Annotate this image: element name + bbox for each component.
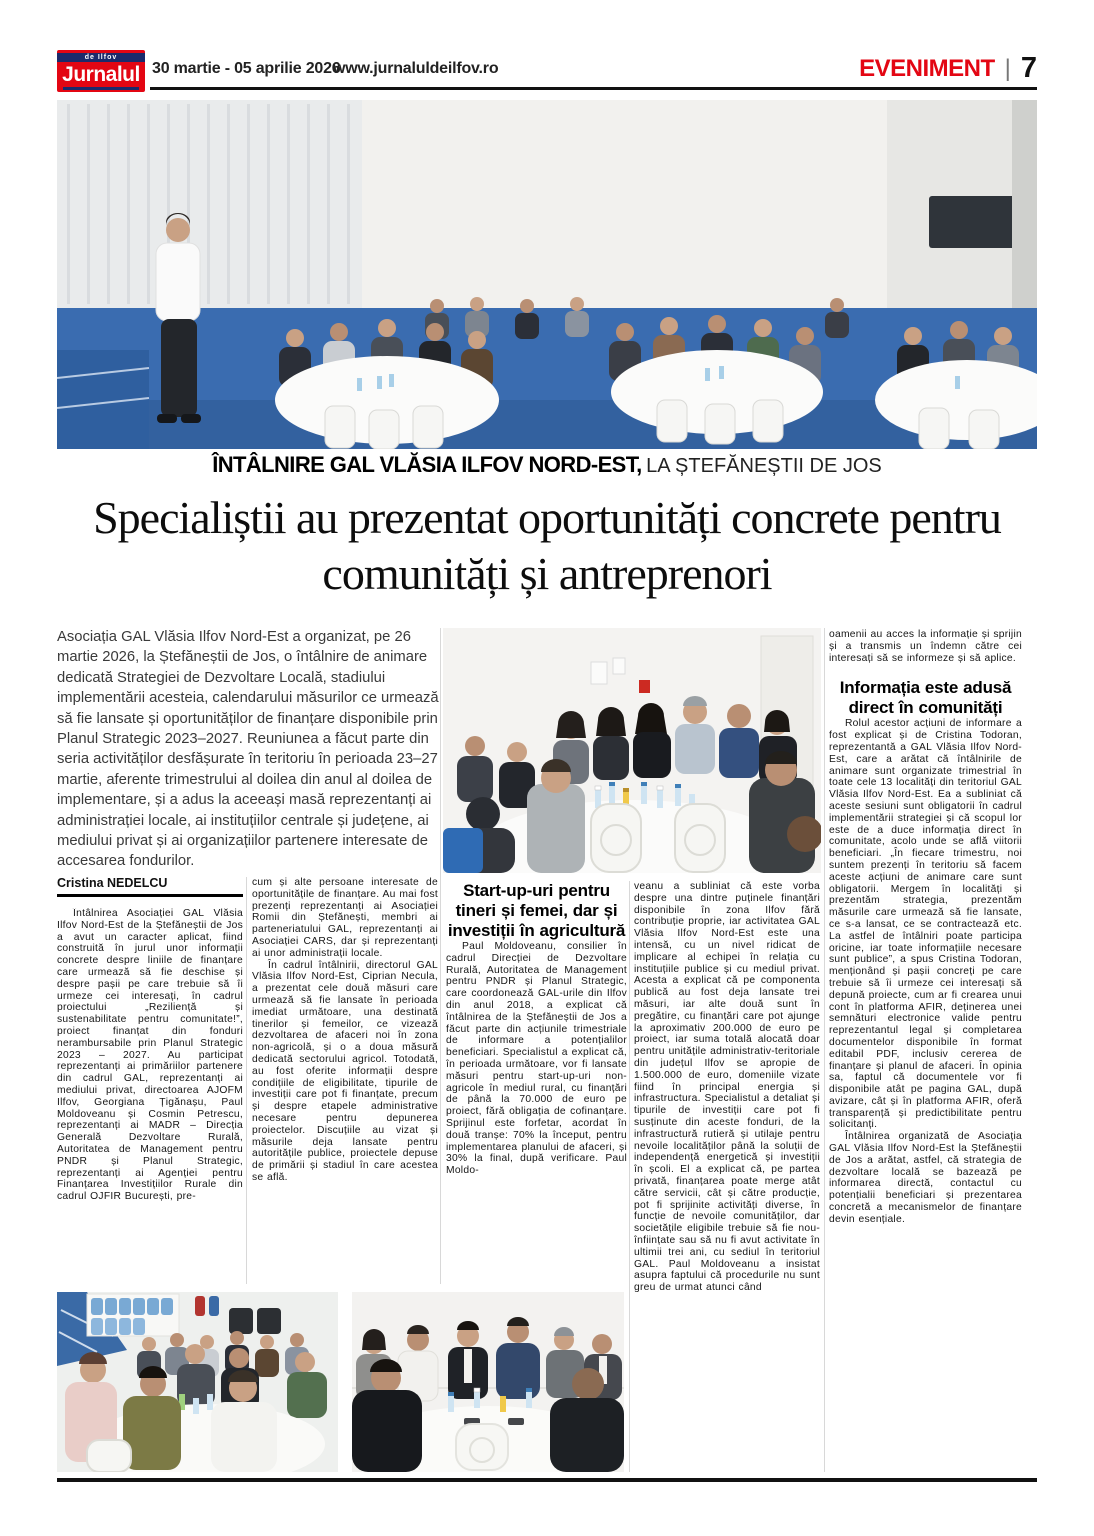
photo-round-table-discussion: [443, 628, 821, 873]
article-column-4: [634, 881, 820, 1473]
article-headline: Specialiștii au prezentat oportunități concrete pentru comunități și antreprenori: [93, 492, 1001, 599]
kicker-main: ÎNTÂLNIRE GAL VLĂSIA ILFOV NORD-EST,: [212, 452, 642, 477]
subheading-startups: Start-up-uri pentru tineri și femei, dar și investiții în agricultură: [447, 881, 626, 940]
photo-audience-tables-right: [352, 1292, 624, 1472]
logo-subtitle: de Ilfov: [57, 53, 145, 62]
logo-underline: [63, 87, 139, 90]
column-rule: [824, 628, 825, 1472]
kicker: [57, 452, 1037, 478]
column-rule: [440, 628, 441, 1284]
paragraph: cum și alte persoane interesate de oportunitățile de finanțare. Au mai fost prezenți reprezentanți ai Asociației Romii din Ștefănești, membri ai parteneriatului GAL, reprezentanți ai Asociației CARS, dar și reprezentanți ai unor administrații locale.: [252, 877, 438, 959]
paragraph: Rolul acestor acțiuni de informare a fost explicat și de Cristina Todoran, reprezentantă a GAL Vlăsia Ilfov Nord-Est, care a arătat că întâlnirile de animare sunt organizate trimestrial în toate cele 13 localități din teritoriul GAL Vlăsia Ilfov Nord-Est. Ea a subliniat că aceste sesiuni sunt obligatorii în cadrul implementării strategiei și că scopul lor este de a duce informația direct în comunitate, acolo unde se află viitorii beneficiari. „În fiecare trimestru, noi suntem prezenți în teritoriu să facem aceste acțiuni de animare care sunt obligatorii. Mergem în localități și prezentăm strategia, prezentăm măsurile care urmează să fie lansate, ce s-a lansat, ce se contractează etc. La astfel de întâlniri poate participa oricine, iar toate informațiile necesare sunt publice”, a spus Cristina Todoran, menționând și pașii concreți pe care trebuie să îi urmeze cei interesați să depună proiecte, cum ar fi crearea unui cont în platforma AFIR, deținerea unei semnături electronice valide pentru reprezentantul legal și completarea documentelor disponibile în format editabil PDF, inclusiv cererea de finanțare și planul de afaceri. În opinia sa, faptul că documentele vor fi disponibile atât pe pagina GAL, după avizare, cât și în platforma AFIR, oferă transparență și predictibilitate pentru solicitanți.: [829, 718, 1022, 1131]
header-rule: [150, 87, 1037, 90]
paragraph: În cadrul întâlnirii, directorul GAL Vlăsia Ilfov Nord-Est, Ciprian Necula, a prezentat cele două măsuri care urmează să fie lansate în perioada imediat următoare, una destinată tinerilor și femeilor, ce vizează dezvoltarea de afaceri noi în zona non-agricolă, și o a doua măsură dedicată sectorului agricol. Totodată, au fost oferite informații despre condițiile de eligibilitate, tipurile de investiții care pot fi finanțate, precum și despre etapele administrative necesare pentru depunerea proiectelor. Discuțiile au vizat și măsurile deja lansate pentru autoritățile publice, proiectele depuse de primării și stadiul în care acestea se află.: [252, 959, 438, 1183]
paragraph: veanu a subliniat că este vorba despre una dintre puținele finanțări disponibile în zona Ilfov fără contribuție proprie, iar activitatea GAL Vlăsia Ilfov Nord-Est este una intensă, cu un nivel ridicat de implicare al echipei în relația cu instituțiile publice și cu mediul privat. Acesta a explicat că pe componenta publică au fost deja lansate trei măsuri, iar alte două sunt în pregătire, cu finanțări care pot ajunge la aproximativ 200.000 de euro pe proiect, iar suma totală alocată doar pentru unitățile administrativ-teritoriale din județul Ilfov se apropie de 1.500.000 de euro, domeniile vizate fiind în principal energia și infrastructura. Specialistul a detaliat și tipurile de investiții care pot fi susținute din aceste fonduri, de la infrastructură rutieră și utilaje pentru nevoile localităților până la soluții de independență energetică și investiții în școli. El a explicat că, pe partea privată, finanțarea poate merge atât către servicii, cât și către producție, pot fi sprijinite activități diverse, în funcție de nevoile comunităților, dar societățile eligibile trebuie să fie nou-înființate sau să nu fi avut activitate în ultimii trei ani, cu sediul în teritoriul GAL. Paul Moldoveanu a insistat asupra faptului că procedurile nu sunt greu de urmat atunci când: [634, 881, 820, 1294]
photo-audience-tables-left: [57, 1292, 338, 1472]
photo-conference-room: [57, 100, 1037, 449]
byline: Cristina NEDELCU: [57, 876, 243, 897]
page-number: 7: [1020, 52, 1037, 84]
paragraph: oamenii au acces la informație și sprijin și a transmis un îndemn către cei interesați să se informeze și să aplice.: [829, 629, 1022, 664]
bottom-rule: [57, 1478, 1037, 1482]
website-url: www.jurnaluldeilfov.ro: [333, 60, 499, 77]
article-column-1: [57, 908, 243, 1288]
newspaper-logo: [57, 50, 145, 92]
column-rule: [246, 877, 247, 1284]
paragraph: Paul Moldoveanu, consilier în cadrul Direcției de Dezvoltare Rurală, Autoritatea de Management pentru PNDR și Planul Strategic, care coordonează GAL-urile din Ilfov din anul 2018, a explicat că întâlnirea de la Ștefăneștii de Jos a făcut parte din acțiunile trimestriale de informare a potențialilor beneficiari. Specialistul a explicat că, în perioada următoare, vor fi lansate măsuri pentru start-up-uri non-agricole în mediul rural, cu finanțări de până la 70.000 de euro pe proiect, fără obligația de cofinanțare. Sprijinul este forfetar, acordat în două tranșe: 70% la început, pentru implementarea planului de afaceri, și 30% la final, după verificare. Paul Moldo-: [446, 941, 627, 1177]
header-right: [859, 52, 1037, 85]
paragraph: Întâlnirea organizată de Asociația GAL Vlăsia Ilfov Nord-Est la Ștefăneștii de Jos a arătat, astfel, că strategia de dezvoltare locală se bazează pe informarea directă, contactul cu potențialii beneficiari și prezentarea concretă a mecanismelor de finanțare devin esențiale.: [829, 1131, 1022, 1225]
section-label: EVENIMENT: [859, 54, 995, 82]
article-column-2: [252, 877, 438, 1287]
issue-date-range: 30 martie - 05 aprilie 2026: [152, 60, 341, 77]
kicker-location: LA ȘTEFĂNEȘTII DE JOS: [646, 455, 882, 477]
article-column-3: [446, 881, 627, 1287]
article-column-5: [829, 629, 1022, 1473]
lead-paragraph: Asociația GAL Vlăsia Ilfov Nord-Est a organizat, pe 26 martie 2026, la Ștefăneștii de Jos, o întâlnire de animare dedicată Strategiei de Dezvoltare Locală, stadiului implementării acesteia, calendarului măsurilor ce urmează să fie lansate și oportunităților de finanțare disponibile prin Planul Strategic 2023–2027. Reuniunea a făcut parte din seria activităților desfășurate în teritoriu în perioada 23–27 martie, aferente trimestrului al doilea din anul al doilea de implementare, și a adus la aceeași masă reprezentanți ai administrației locale, ai instituțiilor centrale și județene, ai mediului privat și ai organizațiilor partenere interesate de accesarea fondurilor.: [57, 629, 439, 870]
subheading-information: Informația este adusă direct în comunități: [839, 678, 1012, 718]
logo-title: Jurnalul: [62, 62, 140, 86]
paragraph: Întâlnirea Asociației GAL Vlăsia Ilfov Nord-Est de la Ștefăneștii de Jos a avut un caracter aplicat, fiind construită în jurul unor informații concrete despre liniile de finanțare care urmează să fie deschise și despre pașii pe care trebuie să îi urmeze cei interesați, în cadrul proiectului „Reziliență și sustenabilitate pentru comunitate!”, proiect finanțat din fonduri nerambursabile prin Planul Strategic 2023 – 2027. Au participat reprezentanți ai primăriilor partenere din cadrul GAL, reprezentanți ai mediului privat, directoarea AJOFM Ilfov, Georgiana Țigănașu, Paul Moldoveanu și Cosmin Petrescu, reprezentanți ai MADR – Direcția Generală Dezvoltare Rurală, Autoritatea de Management pentru PNDR și Planul Strategic, reprezentanți ai Agenției pentru Finanțarea Investițiilor Rurale din cadrul OJFIR București, pre-: [57, 908, 243, 1203]
header-separator: |: [1004, 54, 1011, 82]
column-rule: [629, 881, 630, 1472]
